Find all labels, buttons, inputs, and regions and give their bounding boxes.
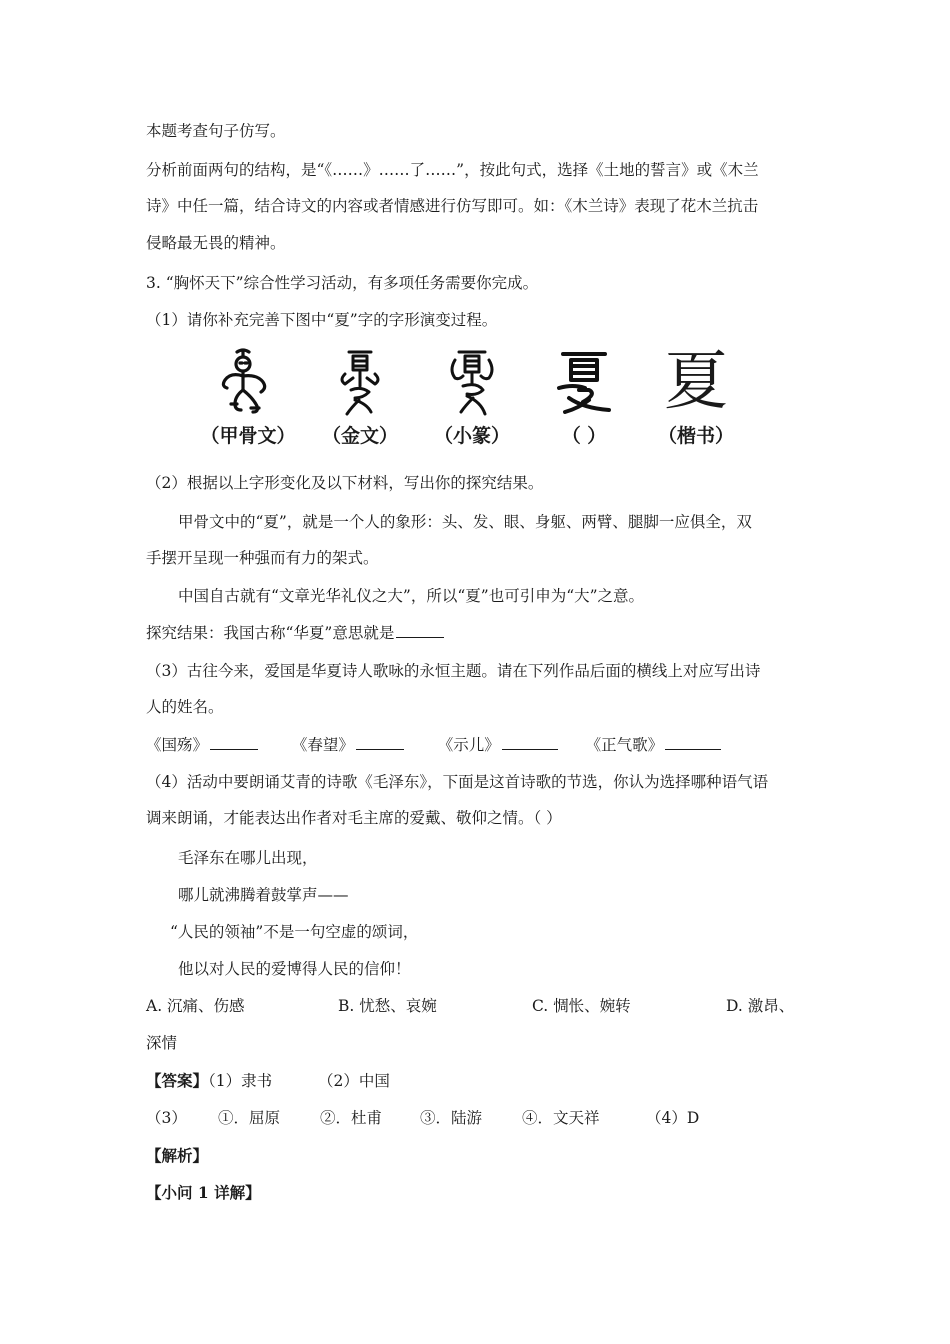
option-d[interactable]: D. 激昂、 — [726, 997, 795, 1015]
poem-line-1: 毛泽东在哪儿出现， — [178, 849, 318, 867]
subquestion-3-line-1: （3）古往今来，爱国是华夏诗人歌咏的永恒主题。请在下列作品后面的横线上对应写出诗 — [146, 662, 761, 680]
character-evolution-figure — [198, 346, 778, 454]
label-bronze: （金文） — [321, 425, 398, 447]
works-line — [146, 735, 810, 755]
material-1-line-1: 甲骨文中的“夏”，就是一个人的象形：头、发、眼、身躯、两臂、腿脚一应俱全，双 — [178, 513, 752, 531]
work-shier: 《示儿》 — [437, 736, 500, 754]
small-seal-xia-icon — [437, 346, 507, 418]
answer-1: （1）隶书 — [208, 1072, 273, 1090]
answer-2: （2）中国 — [318, 1072, 390, 1090]
option-a[interactable]: A. 沉痛、伤感 — [146, 997, 245, 1015]
question-3-title: 3. “胸怀天下”综合性学习活动，有多项任务需要你完成。 — [146, 274, 539, 292]
result-text: 探究结果：我国古称“华夏”意思就是 — [146, 624, 395, 642]
subquestion-1: （1）请你补充完善下图中“夏”字的字形演变过程。 — [146, 311, 498, 329]
analysis-label: 【解析】 — [146, 1146, 209, 1165]
intro-line-2: 分析前面两句的结构，是“《……》……了……”，按此句式，选择《土地的誓言》或《木兰 — [146, 161, 759, 179]
answer-3-prefix: （3） — [146, 1109, 187, 1127]
option-b[interactable]: B. 忧愁、哀婉 — [338, 997, 437, 1015]
label-small-seal: （小篆） — [433, 425, 510, 447]
answer-4: （4）D — [646, 1109, 700, 1127]
result-line — [146, 623, 810, 643]
blank-chunwang[interactable] — [356, 735, 404, 750]
option-c[interactable]: C. 惆怅、婉转 — [532, 997, 631, 1015]
material-1-line-2: 手摆开呈现一种强而有力的架式。 — [146, 549, 379, 567]
bronze-glyph — [310, 346, 410, 454]
label-regular-script: （楷书） — [657, 425, 734, 447]
answer-line — [146, 1071, 272, 1091]
blank-zhengqige[interactable] — [665, 735, 721, 750]
work-guoshang: 《国殇》 — [146, 736, 209, 754]
poem-line-3: “人民的领袖”不是一句空虚的颂词， — [170, 923, 419, 941]
subquestion-2: （2）根据以上字形变化及以下材料，写出你的探究结果。 — [146, 474, 544, 492]
answer-label: 【答案】 — [146, 1071, 209, 1090]
answer-3-item-4: ④．文天祥 — [522, 1109, 600, 1127]
poem-line-2: 哪儿就沸腾着鼓掌声—— — [178, 886, 349, 904]
intro-line-3: 诗》中任一篇，结合诗文的内容或者情感进行仿写即可。如：《木兰诗》表现了花木兰抗击 — [146, 197, 759, 215]
option-d-continued: 深情 — [146, 1034, 178, 1052]
small-seal-glyph — [422, 346, 522, 454]
subquestion-3-line-2: 人的姓名。 — [146, 698, 224, 716]
analysis-sub-1: 【小问 1 详解】 — [146, 1183, 261, 1202]
poem-line-4: 他以对人民的爱博得人民的信仰！ — [178, 960, 411, 978]
bronze-xia-icon — [325, 346, 395, 418]
blank-shier[interactable] — [502, 735, 558, 750]
subquestion-4-line-1: （4）活动中要朗诵艾青的诗歌《毛泽东》，下面是这首诗歌的节选，你认为选择哪种语气语 — [146, 773, 769, 791]
regular-script-glyph — [646, 346, 746, 454]
subquestion-4-line-2: 调来朗诵，才能表达出作者对毛主席的爱戴、敬仰之情。（ ） — [146, 809, 562, 827]
clerical-xia-icon — [549, 346, 619, 418]
work-zhengqige: 《正气歌》 — [585, 736, 664, 754]
label-oracle-bone: （甲骨文） — [200, 425, 296, 447]
oracle-bone-xia-icon — [213, 346, 283, 418]
regular-script-xia-char: 夏 — [664, 345, 728, 419]
result-blank[interactable] — [396, 623, 444, 638]
label-clerical-blank: （ ） — [561, 425, 607, 447]
clerical-glyph — [534, 346, 634, 454]
work-chunwang: 《春望》 — [291, 736, 354, 754]
intro-line-4: 侵略最无畏的精神。 — [146, 234, 286, 252]
intro-line-1: 本题考查句子仿写。 — [146, 122, 286, 140]
material-2: 中国自古就有“文章光华礼仪之大”，所以“夏”也可引申为“大”之意。 — [178, 587, 645, 605]
answer-3-item-3: ③．陆游 — [420, 1109, 483, 1127]
oracle-bone-glyph — [198, 346, 298, 454]
blank-guoshang[interactable] — [210, 735, 258, 750]
answer-3-item-1: ①．屈原 — [218, 1109, 281, 1127]
answer-3-item-2: ②．杜甫 — [320, 1109, 383, 1127]
